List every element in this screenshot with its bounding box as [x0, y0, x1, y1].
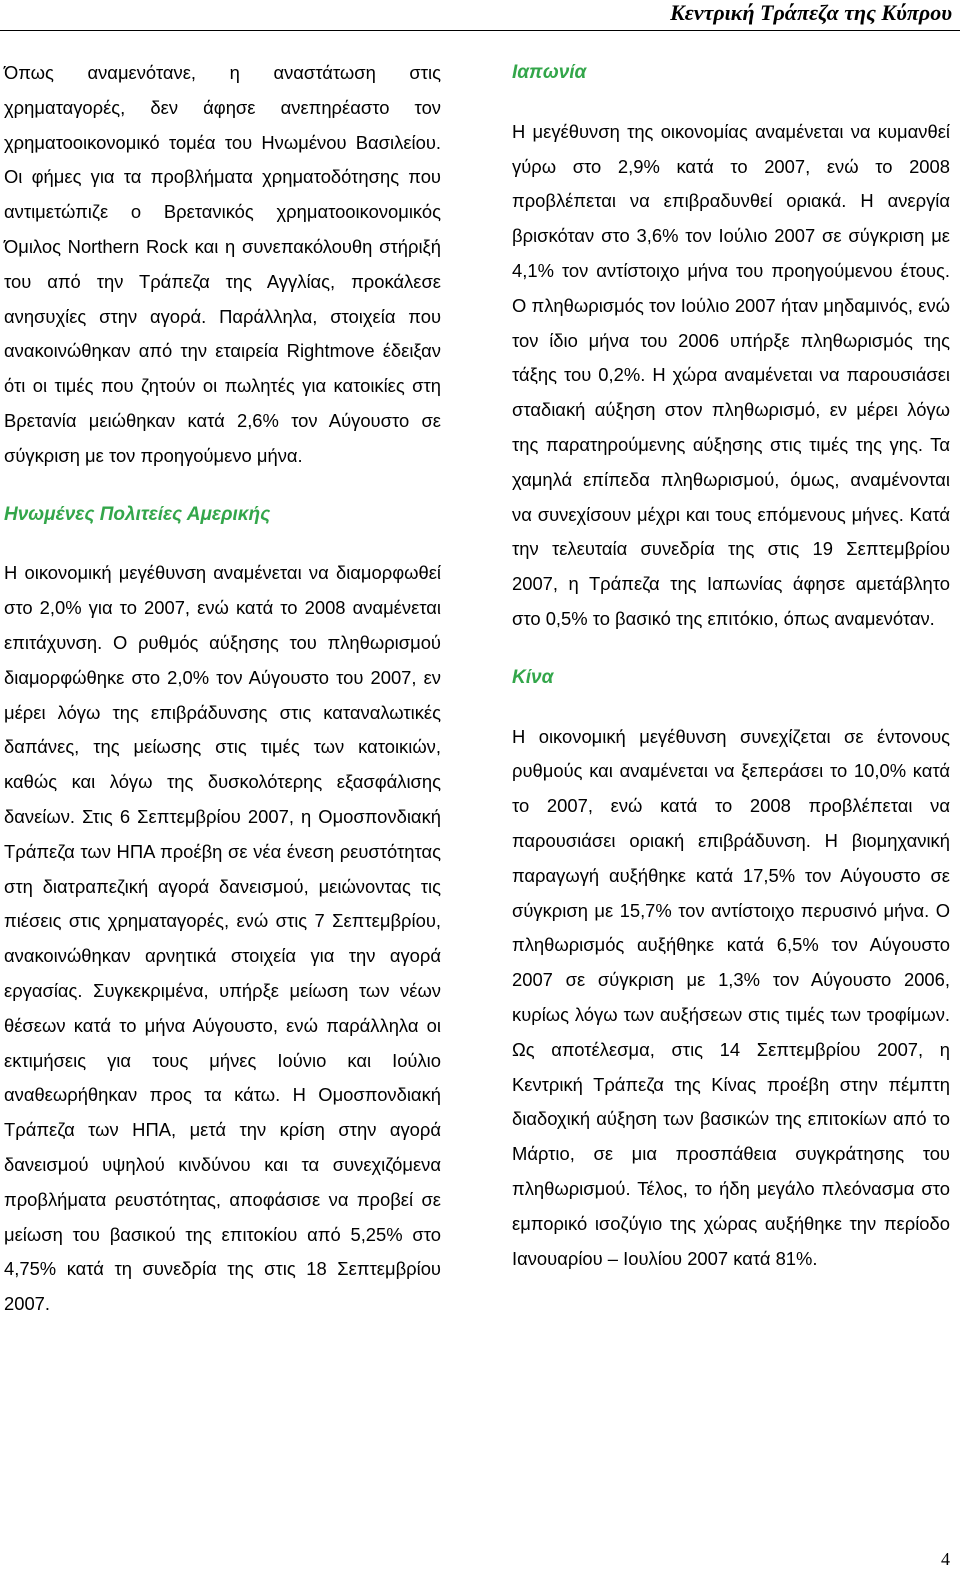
section-heading-usa: Ηνωμένες Πολιτείες Αμερικής	[4, 503, 271, 525]
header-rule	[0, 30, 960, 31]
spacer	[4, 532, 441, 556]
section-heading-japan: Ιαπωνία	[512, 62, 587, 83]
spacer	[4, 474, 441, 498]
section-heading-china: Κίνα	[512, 666, 554, 688]
japan-paragraph: Η μεγέθυνση της οικονομίας αναμένεται να κυμανθεί γύρω στο 2,9% κατά το 2007, ενώ το 2008 προβλέπεται να επιβραδυνθεί οριακά. Η ανεργία βρισκόταν στο 3,6% τον Ιούλιο 2007 σε σύγκριση με 4,1% τον αντίστοιχο μήνα του προηγούμενου έτους. Ο πληθωρισμός τον Ιούλιο 2007 ήταν μηδαμινός, ενώ τον ίδιο μήνα του 2006 υπήρξε πληθωρισμός της τάξης του 0,2%. Η χώρα αναμένεται να παρουσιάσει σταδιακή αύξηση στον πληθωρισμό, εν μέρει λόγω της παρατηρούμενης αύξησης στις τιμές της γης. Τα χαμηλά επίπεδα πληθωρισμού, όμως, αναμένονται να συνεχίσουν μέχρι και τους επόμενους μήνες. Κατά την τελευταία συνεδρία της στις 19 Σεπτεμβρίου 2007, η Τράπεζα της Ιαπωνίας άφησε αμετάβλητο στο 0,5% το βασικό της επιτόκιο, όπως αναμενόταν.	[512, 120, 950, 629]
running-header: Κεντρική Τράπεζα της Κύπρου	[670, 0, 952, 25]
spacer	[512, 91, 950, 115]
china-paragraph: Η οικονομική μεγέθυνση συνεχίζεται σε έντονους ρυθμούς και αναμένεται να ξεπεράσει το 10,0% κατά το 2007, ενώ κατά το 2008 προβλέπεται να παρουσιάσει οριακή επιβράδυνση. Η βιομηχανική παραγωγή αυξήθηκε κατά 17,5% τον Αύγουστο σε σύγκριση με 15,7% τον αντίστοιχο περυσινό μήνα. Ο πληθωρισμός αυξήθηκε κατά 6,5% τον Αύγουστο 2007 σε σύγκριση με 1,3% τον Αύγουστο 2006, κυρίως λόγω των αυξήσεων στις τιμές των τροφίμων. Ως αποτέλεσμα, στις 14 Σεπτεμβρίου 2007, η Κεντρική Τράπεζα της Κίνας προέβη στην πέμπτη διαδοχική αύξηση των βασικών της επιτοκίων από το Μάρτιο, σε μια προσπάθεια συγκράτησης του πληθωρισμού. Τέλος, το ήδη μεγάλο πλεόνασμα στο εμπορικό ισοζύγιο της χώρας αυξήθηκε την περίοδο Ιανουαρίου – Ιουλίου 2007 κατά 81%.	[512, 725, 950, 1269]
spacer	[512, 696, 950, 720]
page-number: 4	[941, 1549, 950, 1569]
usa-paragraph: Η οικονομική μεγέθυνση αναμένεται να διαμορφωθεί στο 2,0% για το 2007, ενώ κατά το 2008 αναμένεται επιτάχυνση. Ο ρυθμός αύξησης του πληθωρισμού διαμορφώθηκε στο 2,0% τον Αύγουστο του 2007, εν μέρει λόγω της επιβράδυνσης στις καταναλωτικές δαπάνες, της μείωσης στις τιμές των κατοικιών, καθώς και λόγω της δυσκολότερης εξασφάλισης δανείων. Στις 6 Σεπτεμβρίου 2007, η Ομοσπονδιακή Τράπεζα των ΗΠΑ προέβη σε νέα ένεση ρευστότητας στη διατραπεζική αγορά δανεισμού, μειώνοντας τις πιέσεις στις χρηματαγορές, ενώ στις 7 Σεπτεμβρίου, ανακοινώθηκαν αρνητικά στοιχεία για την αγορά εργασίας. Συγκεκριμένα, υπήρξε μείωση των νέων θέσεων κατά το μήνα Αύγουστο, ενώ παράλληλα οι εκτιμήσεις για τους μήνες Ιούνιο και Ιούλιο αναθεωρήθηκαν προς τα κάτω. Η Ομοσπονδιακή Τράπεζα των ΗΠΑ, μετά την κρίση στην αγορά δανεισμού υψηλού κινδύνου και τα συνεχιζόμενα προβλήματα ρευστότητας, αποφάσισε να προβεί σε μείωση του βασικού της επιτοκίου από 5,25% στο 4,75% κατά τη συνεδρία της στις 18 Σεπτεμβρίου 2007.	[4, 562, 441, 1315]
right-column	[512, 56, 950, 1276]
spacer	[512, 637, 950, 661]
left-column	[4, 56, 441, 1322]
uk-paragraph: Όπως αναμενότανε, η αναστάτωση στις χρηματαγορές, δεν άφησε ανεπηρέαστο τον χρηματοοικονομικό τομέα του Ηνωμένου Βασιλείου. Οι φήμες για τα προβλήματα χρηματοδότησης που αντιμετώπιζε ο Βρετανικός χρηματοοικονομικός Όμιλος Northern Rock και η συνεπακόλουθη στήριξή του από την Τράπεζα της Αγγλίας, προκάλεσε ανησυχίες στην αγορά. Παράλληλα, στοιχεία που ανακοινώθηκαν από την εταιρεία Rightmove έδειξαν ότι οι τιμές που ζητούν οι πωλητές για κατοικίες στη Βρετανία μειώθηκαν κατά 2,6% τον Αύγουστο σε σύγκριση με τον προηγούμενο μήνα.	[4, 62, 441, 466]
